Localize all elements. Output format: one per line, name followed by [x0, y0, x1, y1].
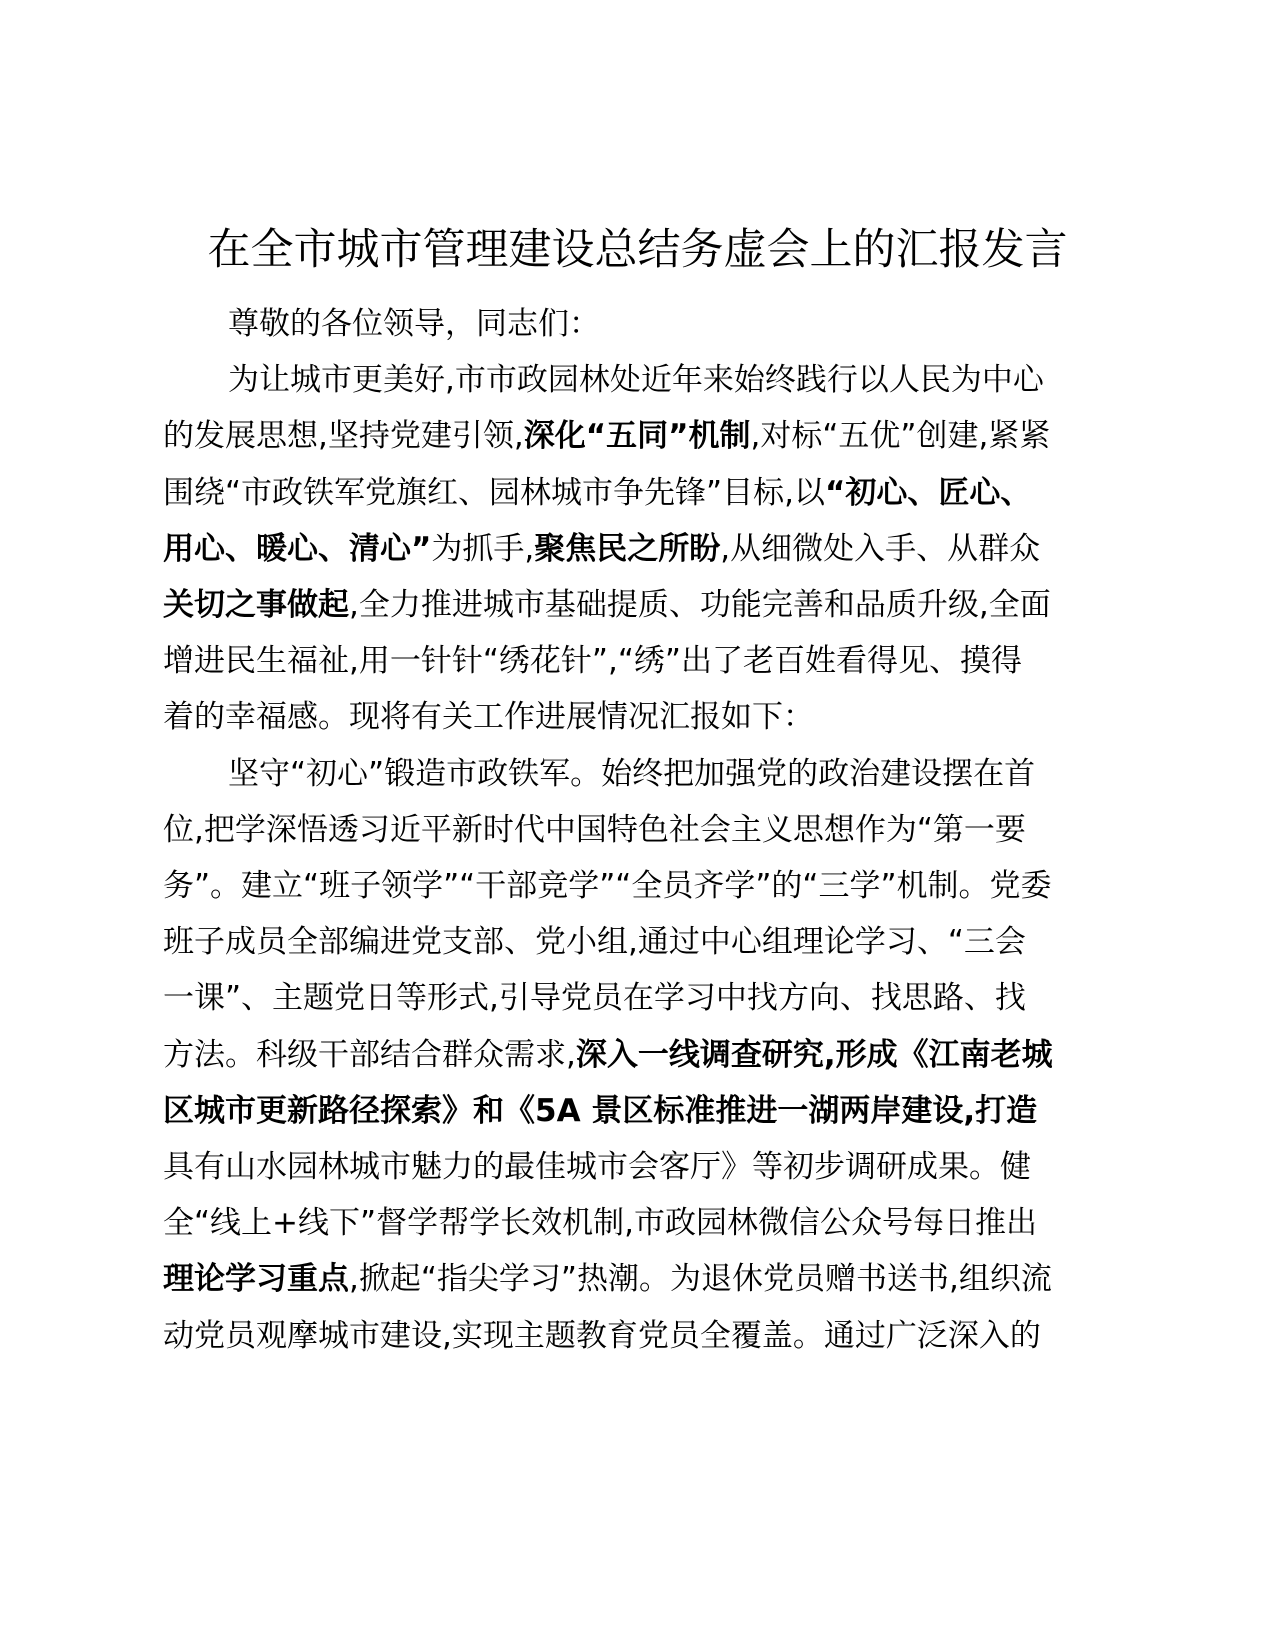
text-segment: ,对标“五优”创建,紧紧: [750, 418, 1051, 455]
text-segment: 班子成员全部编进党支部、党小组,通过中心组理论学习、“三会: [163, 924, 1026, 961]
text-segment: 务”。建立“班子领学”“干部竞学”“全员齐学”的“三学”机制。党委: [163, 868, 1052, 904]
paragraph-line: [163, 1139, 1031, 1195]
text-segment: 为抓手,: [431, 530, 535, 567]
paragraph-line: [163, 521, 1040, 577]
paragraph-line: [163, 970, 1026, 1026]
bold-text-segment: 聚焦民之所盼: [534, 530, 721, 567]
text-segment: 为让城市更美好,市市政园林处近年来始终践行以人民为中心: [228, 362, 1044, 399]
text-segment: 增进民生福祉,用一针针“绣花针”,“绣”出了老百姓看得见、摸得: [163, 643, 1022, 680]
paragraph-line: [163, 1308, 1041, 1364]
bold-text-segment: 深入一线调查研究,形成《江南老城: [575, 1036, 1053, 1073]
text-segment: 具有山水园林城市魅力的最佳城市会客厅》等初步调研成果。健: [163, 1149, 1031, 1185]
paragraph-line: [163, 1027, 1053, 1083]
text-segment: 尊敬的各位领导，同志们：: [228, 306, 600, 342]
paragraph-line: [228, 352, 1044, 408]
paragraph-line: [163, 1195, 1037, 1251]
text-segment: ,全力推进城市基础提质、功能完善和品质升级,全面: [349, 587, 1051, 623]
paragraph-line: [163, 858, 1052, 914]
bold-text-segment: 区城市更新路径探索》和《5A 景区标准推进一湖两岸建设,打造: [163, 1092, 1038, 1129]
bold-text-segment: 用心、暖心、清心”: [163, 530, 432, 567]
paragraph-line: [228, 296, 600, 352]
text-segment: 一课”、主题党日等形式,引导党员在学习中找方向、找思路、找: [163, 980, 1026, 1017]
bold-text-segment: “初心、匠心、: [824, 474, 1032, 511]
text-segment: 着的幸福感。现将有关工作进展情况汇报如下：: [163, 699, 814, 736]
text-segment: ,掀起“指尖学习”热潮。为退休党员赠书送书,组织流: [349, 1261, 1052, 1298]
paragraph-line: [163, 577, 1051, 633]
paragraph-line: [163, 1083, 1037, 1139]
text-segment: ,从细微处入手、从群众: [720, 530, 1041, 567]
text-segment: 的发展思想,坚持党建引领,: [163, 418, 524, 455]
paragraph-line: [163, 633, 1022, 689]
paragraph-line: [228, 746, 1035, 802]
text-segment: 位,把学深悟透习近平新时代中国特色社会主义思想作为“第一要: [163, 811, 1026, 848]
text-segment: 围绕“市政铁军党旗红、园林城市争先锋”目标,以: [163, 474, 825, 511]
text-segment: 坚守“初心”锻造市政铁军。始终把加强党的政治建设摆在首: [228, 755, 1036, 792]
document-title: 在全市城市管理建设总结务虚会上的汇报发言: [207, 225, 1068, 275]
paragraph-line: [163, 914, 1026, 970]
bold-text-segment: 深化“五同”机制: [523, 418, 751, 455]
bold-text-segment: 关切之事做起: [163, 587, 349, 623]
paragraph-line: [163, 689, 814, 745]
bold-text-segment: 理论学习重点: [163, 1261, 349, 1298]
text-segment: 方法。科级干部结合群众需求,: [163, 1036, 576, 1073]
paragraph-line: [163, 802, 1026, 858]
paragraph-line: [163, 408, 1050, 464]
paragraph-line: [163, 465, 1031, 521]
text-segment: 动党员观摩城市建设,实现主题教育党员全覆盖。通过广泛深入的: [163, 1317, 1041, 1354]
text-segment: 全“线上+线下”督学帮学长效机制,市政园林微信公众号每日推出: [163, 1205, 1037, 1242]
paragraph-line: [163, 1251, 1052, 1307]
